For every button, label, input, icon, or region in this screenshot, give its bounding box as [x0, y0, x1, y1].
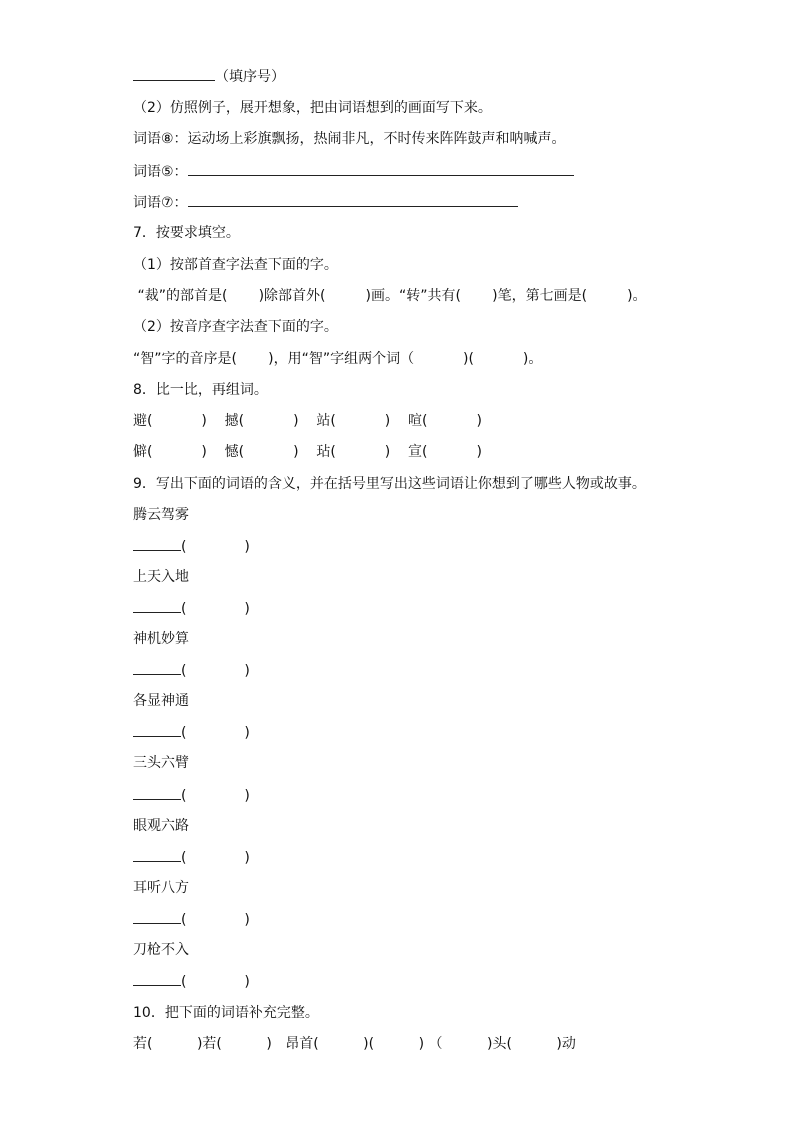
meaning-blank[interactable]	[133, 971, 181, 986]
idiom-answer-line	[133, 847, 250, 868]
idiom-word: 上天入地	[133, 569, 189, 585]
question-8-title: 8．比一比，再组词。	[133, 382, 268, 398]
idiom-word: 三头六臂	[133, 755, 189, 771]
idiom-answer-line	[133, 909, 250, 930]
story-paren: ( )	[181, 539, 250, 555]
meaning-blank[interactable]	[133, 909, 181, 924]
story-paren: ( )	[181, 912, 250, 928]
meaning-blank[interactable]	[133, 722, 181, 737]
word-5-blank[interactable]	[188, 161, 574, 176]
idiom-answer-line	[133, 722, 250, 743]
answer-blank[interactable]	[133, 66, 215, 81]
idiom-word: 刀枪不入	[133, 942, 189, 958]
example-sentence: 词语⑧：运动场上彩旗飘扬，热闹非凡，不时传来阵阵鼓声和呐喊声。	[133, 131, 566, 147]
meaning-blank[interactable]	[133, 660, 181, 675]
meaning-blank[interactable]	[133, 536, 181, 551]
compare-row-1: 避( ) 撼( ) 站( ) 喧( )	[133, 413, 482, 429]
complete-words-line: 若( )若( ) 昂首( )( ) （ )头( )动	[133, 1036, 576, 1052]
story-paren: ( )	[181, 601, 250, 617]
question-7-sub-1: （1）按部首查字法查下面的字。	[133, 257, 338, 273]
question-10-title: 10．把下面的词语补充完整。	[133, 1005, 319, 1021]
word-5-answer-line	[133, 161, 574, 182]
story-paren: ( )	[181, 788, 250, 804]
meaning-blank[interactable]	[133, 785, 181, 800]
question-7-title: 7．按要求填空。	[133, 225, 240, 241]
meaning-blank[interactable]	[133, 847, 181, 862]
fill-number-hint: （填序号）	[215, 69, 285, 85]
word-7-label: 词语⑦：	[133, 195, 188, 211]
question-9-title: 9．写出下面的词语的含义，并在括号里写出这些词语让你想到了哪些人物或故事。	[133, 476, 646, 492]
word-5-label: 词语⑤：	[133, 164, 188, 180]
idiom-answer-line	[133, 660, 250, 681]
idiom-answer-line	[133, 598, 250, 619]
idiom-word: 耳听八方	[133, 880, 189, 896]
idiom-answer-line	[133, 536, 250, 557]
answer-line-fill-number	[133, 66, 285, 87]
radical-lookup-line: “裁”的部首是( )除部首外( )画。“转”共有( )笔，第七画是( )。	[133, 288, 647, 304]
idiom-word: 神机妙算	[133, 631, 189, 647]
idiom-word: 眼观六路	[133, 818, 189, 834]
compare-row-2: 僻( ) 憾( ) 玷( ) 宣( )	[133, 444, 482, 460]
story-paren: ( )	[181, 974, 250, 990]
story-paren: ( )	[181, 663, 250, 679]
word-7-blank[interactable]	[188, 192, 518, 207]
idiom-answer-line	[133, 971, 250, 992]
question-6-sub-2: （2）仿照例子，展开想象，把由词语想到的画面写下来。	[133, 100, 492, 116]
story-paren: ( )	[181, 850, 250, 866]
word-7-answer-line	[133, 192, 518, 213]
question-7-sub-2: （2）按音序查字法查下面的字。	[133, 319, 338, 335]
story-paren: ( )	[181, 725, 250, 741]
idiom-word: 腾云驾雾	[133, 507, 189, 523]
meaning-blank[interactable]	[133, 598, 181, 613]
idiom-answer-line	[133, 785, 250, 806]
idiom-word: 各显神通	[133, 693, 189, 709]
pinyin-lookup-line: “智”字的音序是( )，用“智”字组两个词（ )( )。	[133, 351, 543, 367]
